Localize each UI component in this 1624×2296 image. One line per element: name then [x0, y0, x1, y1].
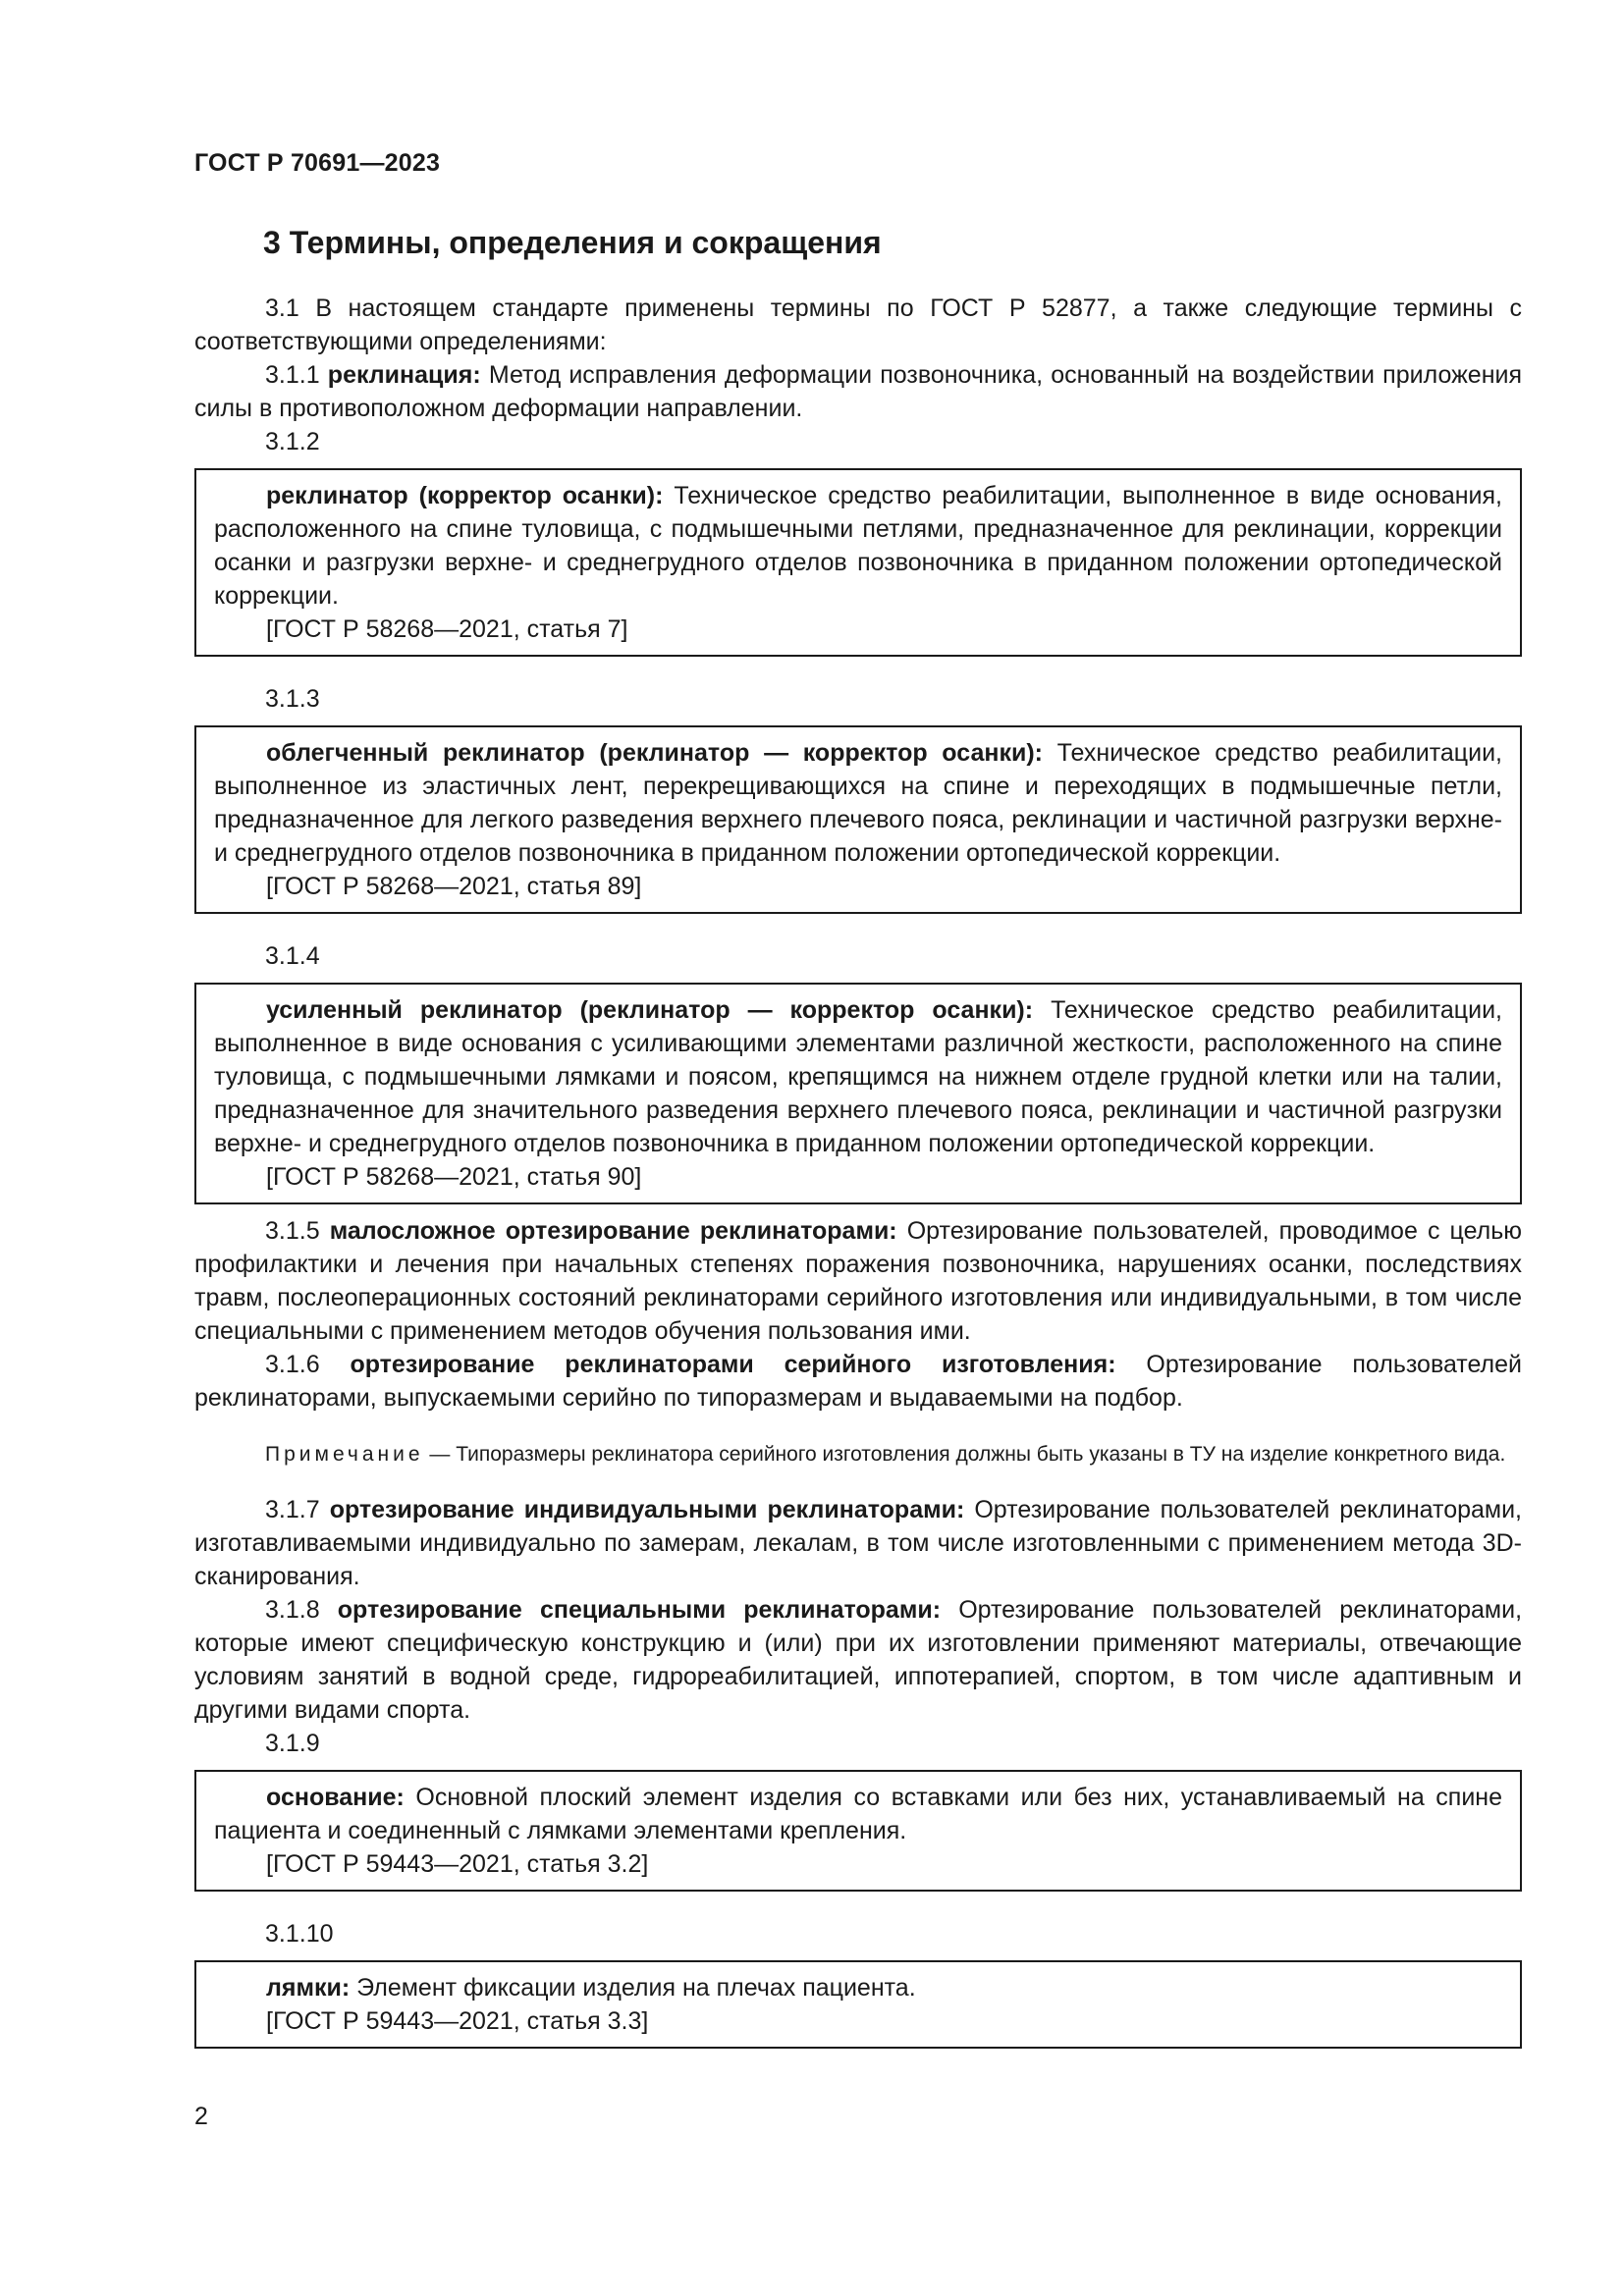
note-paragraph	[194, 1440, 1522, 1469]
intro-paragraph: 3.1 В настоящем стандарте применены термины по ГОСТ Р 52877, а также следующие термины с соответствующими определениями:	[194, 294, 1522, 355]
term-name: ортезирование реклинаторами серийного изготовления:	[350, 1351, 1116, 1378]
term-name: ортезирование индивидуальными реклинаторами:	[329, 1496, 965, 1523]
term-definition-block	[214, 1781, 1502, 1847]
document-header: ГОСТ Р 70691—2023	[194, 149, 441, 177]
term-definition-block	[214, 479, 1502, 613]
term-definition: Ортезирование пользователей, проводимое с целью профилактики и лечения при начальных степенях поражения позвоночника, нарушениях осанки, последствиях травм, послеоперационных состояний реклинаторами серийного изготовления или индивидуальными, в том числе специальными с применением методов обучения пользования ими.	[194, 1217, 1523, 1345]
quoted-term-box-3-1-2	[194, 468, 1522, 657]
note-label: Примечание	[265, 1443, 424, 1466]
document-body	[194, 223, 1522, 2074]
term-name: ортезирование специальными реклинаторами:	[337, 1596, 942, 1624]
term-number: 3.1.8	[265, 1596, 320, 1624]
term-definition: Метод исправления деформации позвоночника, основанный на воздействии приложения силы в противоположном деформации направлении.	[194, 361, 1523, 422]
term-3-1-7	[194, 1493, 1522, 1593]
term-source: [ГОСТ Р 58268—2021, статья 89]	[266, 873, 642, 900]
term-3-1-8	[194, 1593, 1522, 1727]
term-3-1-5	[194, 1214, 1522, 1348]
term-number: 3.1.7	[265, 1496, 320, 1523]
term-3-1-1	[194, 358, 1522, 425]
term-definition-block	[214, 736, 1502, 870]
term-name: реклинатор (корректор осанки):	[266, 482, 664, 509]
quoted-term-box-3-1-4	[194, 983, 1522, 1204]
term-source: [ГОСТ Р 59443—2021, статья 3.2]	[266, 1850, 649, 1878]
quoted-term-box-3-1-10	[194, 1960, 1522, 2049]
quoted-term-box-3-1-9	[194, 1770, 1522, 1892]
term-definition: Элемент фиксации изделия на плечах пациента.	[350, 1974, 916, 2002]
term-definition-block	[214, 993, 1502, 1160]
term-3-1-6	[194, 1348, 1522, 1415]
section-title: 3 Термины, определения и сокращения	[263, 225, 882, 260]
term-source: [ГОСТ Р 59443—2021, статья 3.3]	[266, 2007, 649, 2035]
term-definition: Ортезирование пользователей реклинаторами, изготавливаемыми индивидуально по замерам, лекалам, в том числе изготовленными с применением метода 3D-сканирования.	[194, 1496, 1523, 1590]
term-number: 3.1.1	[265, 361, 320, 389]
term-name: малосложное ортезирование реклинаторами:	[329, 1217, 897, 1245]
quoted-term-box-3-1-3	[194, 725, 1522, 914]
term-definition: Ортезирование пользователей реклинаторами, выпускаемыми серийно по типоразмерам и выдаваемыми на подбор.	[194, 1351, 1523, 1412]
term-name: реклинация:	[327, 361, 481, 389]
term-definition: Ортезирование пользователей реклинаторами, которые имеют специфическую конструкцию и (или) при их изготовлении применяют материалы, отвечающие условиям занятий в водной среде, гидрореабилитацией, иппотерапией, спортом, в том числе адаптивным и другими видами спорта.	[194, 1596, 1523, 1724]
term-number: 3.1.3	[265, 685, 320, 713]
term-definition: Техническое средство реабилитации, выполненное в виде основания, расположенного на спине туловища, с подмышечными петлями, предназначенное для реклинации, коррекции осанки и разгрузки верхне- и среднегрудного отделов позвоночника в приданном положении ортопедической коррекции.	[214, 482, 1503, 610]
term-name: лямки:	[266, 1974, 351, 2002]
term-number: 3.1.6	[265, 1351, 320, 1378]
note-text: — Типоразмеры реклинатора серийного изготовления должны быть указаны в ТУ на изделие конкретного вида.	[423, 1443, 1506, 1466]
term-number: 3.1.10	[265, 1920, 334, 1948]
term-definition: Основной плоский элемент изделия со вставками или без них, устанавливаемый на спине пациента и соединенный с лямками элементами крепления.	[214, 1784, 1502, 1844]
page-number: 2	[194, 2103, 208, 2130]
term-number: 3.1.9	[265, 1730, 320, 1757]
term-definition-block	[214, 1971, 1502, 2004]
term-source: [ГОСТ Р 58268—2021, статья 7]	[266, 615, 628, 643]
term-name: усиленный реклинатор (реклинатор — корректор осанки):	[266, 996, 1034, 1024]
term-name: облегченный реклинатор (реклинатор — корректор осанки):	[266, 739, 1043, 767]
term-definition: Техническое средство реабилитации, выполненное в виде основания с усиливающими элементами различной жесткости, расположенного на спине туловища, с подмышечными лямками и поясом, крепящимся на нижнем отделе грудной клетки или на талии, предназначенное для значительного разведения верхнего плечевого пояса, реклинации и частичной разгрузки верхне- и среднегрудного отделов позвоночника в приданном положении ортопедической коррекции.	[214, 996, 1502, 1157]
term-number: 3.1.5	[265, 1217, 320, 1245]
term-number: 3.1.4	[265, 942, 320, 970]
term-name: основание:	[266, 1784, 405, 1811]
term-definition: Техническое средство реабилитации, выполненное из эластичных лент, перекрещивающихся на спине и переходящих в подмышечные петли, предназначенное для легкого разведения верхнего плечевого пояса, реклинации и частичной разгрузки верхне- и среднегрудного отделов позвоночника в приданном положении ортопедической коррекции.	[214, 739, 1502, 867]
term-source: [ГОСТ Р 58268—2021, статья 90]	[266, 1163, 642, 1191]
term-number: 3.1.2	[265, 428, 320, 455]
